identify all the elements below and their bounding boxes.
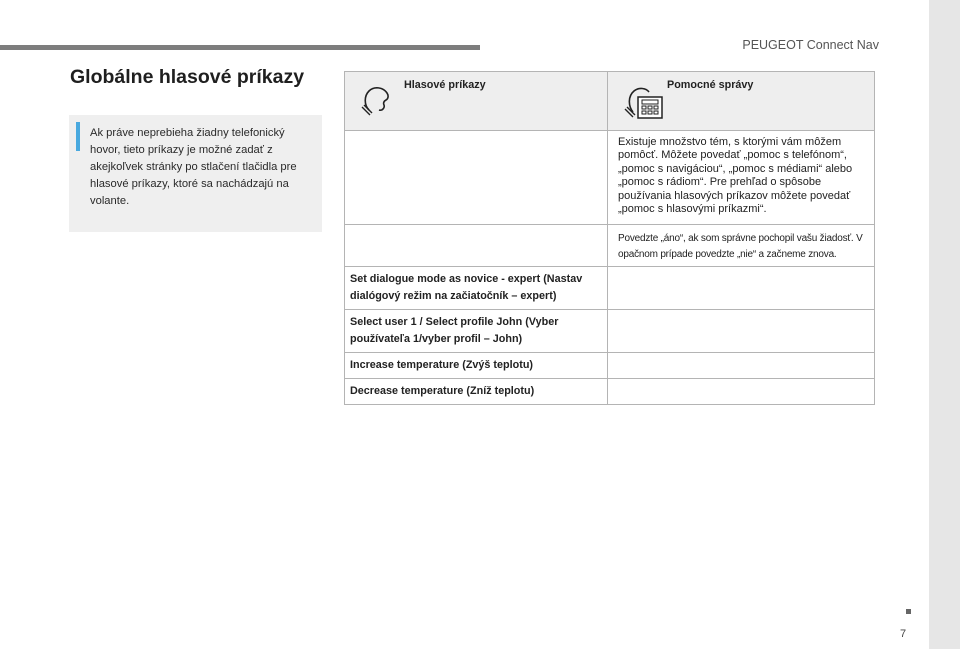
header-help-messages <box>608 72 875 131</box>
voice-commands-table <box>344 71 875 405</box>
header-rule <box>0 45 480 50</box>
command-cell: Decrease temperature (Zníž teplotu) <box>345 379 608 405</box>
table-row <box>345 379 875 405</box>
help-cell <box>608 310 875 353</box>
help-cell <box>608 267 875 310</box>
command-cell: Increase temperature (Zvýš teplotu) <box>345 353 608 379</box>
table-row <box>345 131 875 225</box>
header-voice-commands-label: Hlasové príkazy <box>404 79 486 91</box>
table-row <box>345 225 875 267</box>
voice-command-icon <box>361 84 391 119</box>
help-cell <box>608 379 875 405</box>
table-header-row <box>345 72 875 131</box>
header-help-messages-label: Pomocné správy <box>667 79 754 91</box>
page-side-strip <box>929 0 960 649</box>
page-title: Globálne hlasové príkazy <box>70 66 305 88</box>
info-icon <box>76 123 80 151</box>
page-number: 7 <box>900 628 907 640</box>
info-box <box>69 115 322 232</box>
command-cell: Set dialogue mode as novice - expert (Nastav dialógový režim na začiatočník – expert) <box>345 267 608 310</box>
header-voice-commands <box>345 72 608 131</box>
header-brand: PEUGEOT Connect Nav <box>742 38 879 52</box>
info-text: Ak práve neprebieha žiadny telefonický hovor, tieto príkazy je možné zadať z akejkoľvek stránky po stlačení tlačidla pre hlasové príkazy, ktoré sa nachádzajú na volante. <box>90 127 297 207</box>
table-row <box>345 353 875 379</box>
help-cell <box>608 353 875 379</box>
help-cell: Existuje množstvo tém, s ktorými vám môžem pomôcť. Môžete povedať „pomoc s telefónom“, „pomoc s navigáciou“, „pomoc s médiami“ alebo „pomoc s rádiom“. Pre prehľad o spôsobe používania hlasových príkazov môžete povedať „pomoc s hlasovými príkazmi“. <box>608 131 875 225</box>
command-cell <box>345 225 608 267</box>
table-row <box>345 267 875 310</box>
command-cell <box>345 131 608 225</box>
command-cell: Select user 1 / Select profile John (Vyber používateľa 1/vyber profil – John) <box>345 310 608 353</box>
help-cell: Povedzte „áno“, ak som správne pochopil vašu žiadosť. V opačnom prípade povedzte „nie“ a začneme znova. <box>608 225 875 267</box>
voice-help-icon <box>624 84 664 123</box>
table-row <box>345 310 875 353</box>
page-marker <box>906 609 911 614</box>
